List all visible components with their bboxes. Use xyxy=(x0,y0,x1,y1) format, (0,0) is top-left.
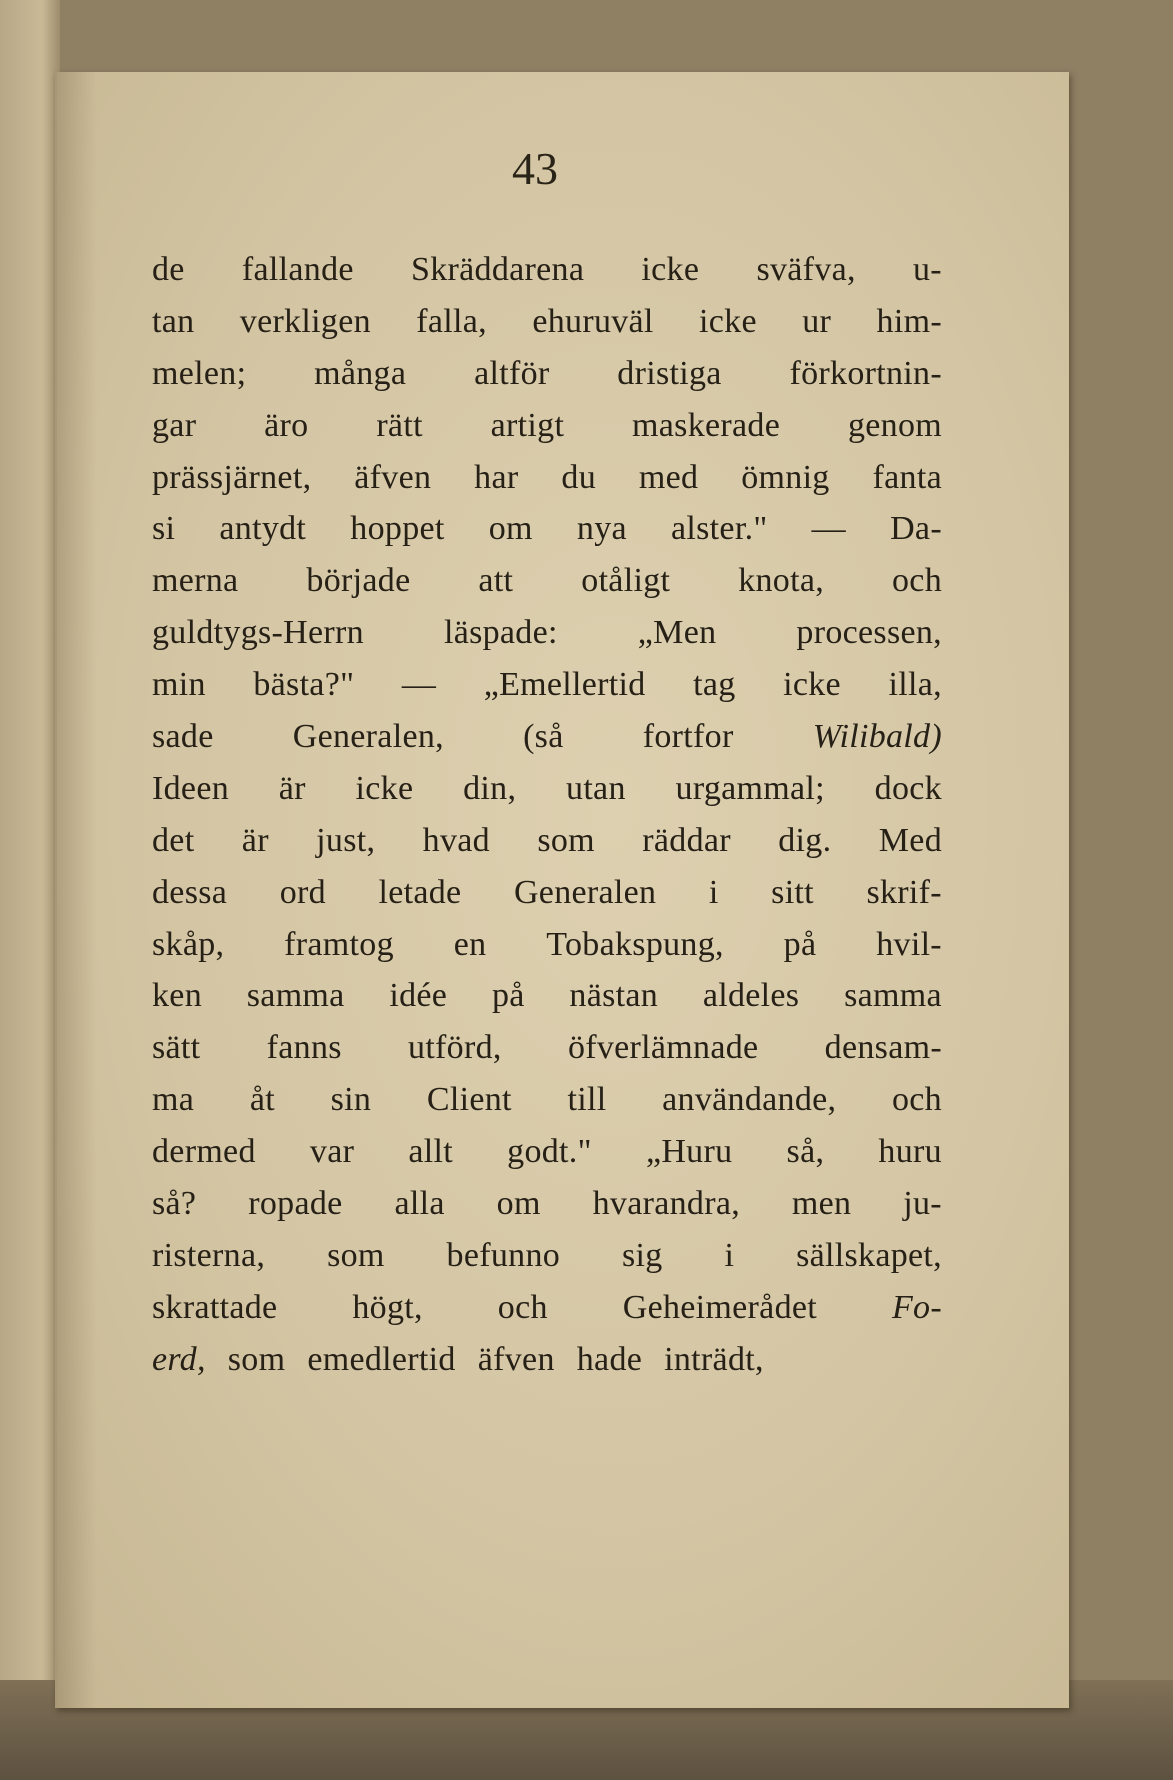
text-line: det är just, hvad som räddar dig. Med xyxy=(152,821,942,859)
text-line: sade Generalen, (så fortfor Wilibald) xyxy=(152,718,942,756)
text-line: dermed var allt godt." „Huru så, huru xyxy=(152,1133,942,1171)
text-line: merna började att otåligt knota, och xyxy=(152,562,942,600)
text-line: sätt fanns utförd, öfverlämnade densam- xyxy=(152,1029,942,1067)
text-line: guldtygs-Herrn läspade: „Men processen, xyxy=(152,614,942,652)
book-page xyxy=(55,72,1069,1708)
gutter-shadow xyxy=(57,72,97,1708)
text-line: Ideen är icke din, utan urgammal; dock xyxy=(152,769,942,807)
text-line: si antydt hoppet om nya alster." — Da- xyxy=(152,510,942,548)
text-line: skrattade högt, och Geheimerådet Fo- xyxy=(152,1288,942,1326)
text-line: tan verkligen falla, ehuruväl icke ur him- xyxy=(152,302,942,340)
text-line: ken samma idée på nästan aldeles samma xyxy=(152,977,942,1015)
text-line: dessa ord letade Generalen i sitt skrif- xyxy=(152,873,942,911)
text-line: prässjärnet, äfven har du med ömnig fanta xyxy=(152,458,942,496)
body-text xyxy=(152,244,942,1386)
text-line: ma åt sin Client till användande, och xyxy=(152,1081,942,1119)
text-line: melen; många altför dristiga förkortnin- xyxy=(152,354,942,392)
backdrop-left xyxy=(0,0,60,1780)
text-line: skåp, framtog en Tobakspung, på hvil- xyxy=(152,925,942,963)
text-line: gar äro rätt artigt maskerade genom xyxy=(152,406,942,444)
page-number: 43 xyxy=(512,143,558,194)
text-line: risterna, som befunno sig i sällskapet, xyxy=(152,1236,942,1274)
text-line: erd, som emedlertid äfven hade inträdt, xyxy=(152,1340,764,1378)
text-line: min bästa?" — „Emellertid tag icke illa, xyxy=(152,666,942,704)
text-line: de fallande Skräddarena icke sväfva, u- xyxy=(152,251,942,288)
text-line: så? ropade alla om hvarandra, men ju- xyxy=(152,1185,942,1223)
